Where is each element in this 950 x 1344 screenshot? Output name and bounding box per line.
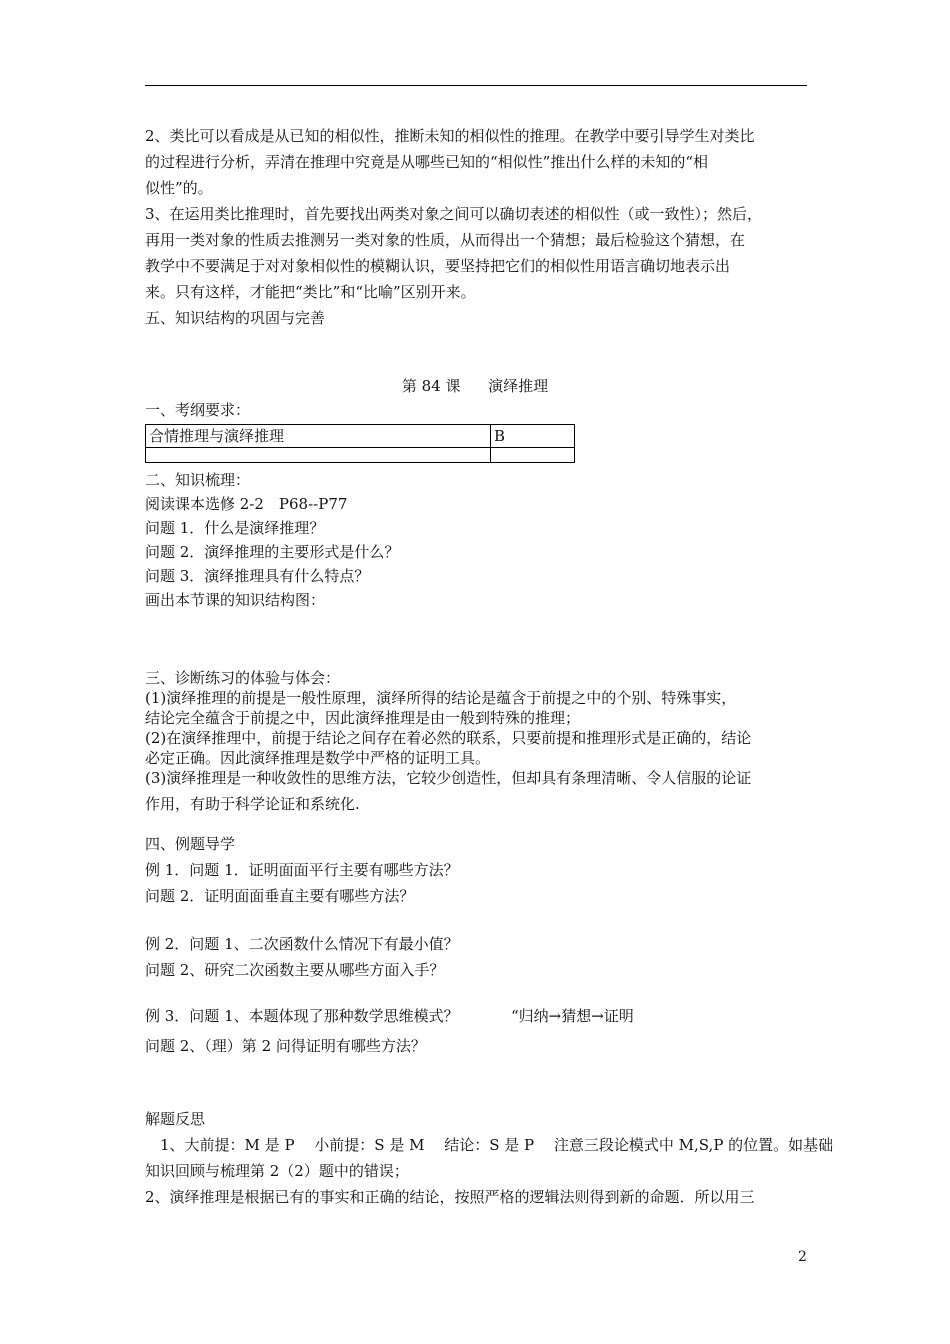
section-heading: 四、例题导学	[145, 835, 236, 853]
examples-section	[145, 831, 810, 909]
text-line: 来。只有这样，才能把“类比”和“比喻”区别开来。	[145, 283, 476, 301]
example-3-question: 例 3．问题 1、本题体现了那种数学思维模式？	[145, 1007, 459, 1025]
text-line: 3、在运用类比推理时，首先要找出两类对象之间可以确切表述的相似性（或一致性）；然后，	[145, 205, 763, 223]
text-line: 1、大前提：M 是 P 小前提：S 是 M 结论：S 是 P 注意三段论模式中 M,S,P 的位置。如基础	[145, 1136, 834, 1154]
text-line: 再用一类对象的性质去推测另一类对象的性质，从而得出一个猜想；最后检验这个猜想，在	[145, 231, 746, 249]
text-line: 问题 3．演绎推理具有什么特点？	[145, 567, 370, 585]
text-line: 的过程进行分析，弄清在推理中究竟是从哪些已知的“相似性”推出什么样的未知的“相	[145, 153, 709, 171]
text-line: 教学中不要满足于对对象相似性的模糊认识，要坚持把它们的相似性用语言确切地表示出	[145, 257, 731, 275]
section-heading: 五、知识结构的巩固与完善	[145, 309, 326, 327]
example-2	[145, 931, 810, 983]
text-line: 问题 2、（理）第 2 问得证明有哪些方法？	[145, 1037, 426, 1055]
text-line	[145, 1003, 810, 1029]
analogy-notes	[145, 123, 810, 331]
diagnosis-section	[145, 668, 810, 768]
lesson-title	[0, 375, 950, 397]
reflection-section	[145, 1106, 834, 1210]
section-heading: 三、诊断练习的体验与体会：	[145, 669, 341, 687]
text-line: 问题 1．什么是演绎推理？	[145, 519, 325, 537]
header-rule	[145, 85, 807, 86]
text-line: (2)在演绎推理中，前提于结论之间存在着必然的联系，只要前提和推理形式是正确的，结论	[145, 729, 752, 747]
table-cell: B	[491, 425, 575, 448]
table-row	[146, 448, 575, 463]
section-heading: 解题反思	[145, 1110, 206, 1128]
text-line: 2、类比可以看成是从已知的相似性，推断未知的相似性的推理。在教学中要引导学生对类比	[145, 127, 755, 145]
section-heading: 二、知识梳理：	[145, 471, 251, 489]
text-line: 知识回顾与梳理第 2（2）题中的错误；	[145, 1162, 409, 1180]
lesson-name: 演绎推理	[488, 377, 549, 395]
requirements-heading: 一、考纲要求：	[145, 401, 251, 419]
text-line: (1)演绎推理的前提是一般性原理，演绎所得的结论是蕴含于前提之中的个别、特殊事实，	[145, 689, 737, 707]
table-cell	[491, 448, 575, 463]
text-line: 作用，有助于科学论证和系统化.	[145, 795, 360, 813]
text-line: 例 2．问题 1、二次函数什么情况下有最小值？	[145, 935, 459, 953]
table-row	[146, 425, 575, 448]
page-number: 2	[798, 1249, 807, 1265]
text-line: (3)演绎推理是一种收敛性的思维方法，它较少创造性，但却具有条理清晰、令人信服的论证	[145, 769, 752, 787]
lesson-number: 第 84 课	[401, 377, 461, 395]
text-line: 问题 2．演绎推理的主要形式是什么？	[145, 543, 400, 561]
requirements-table	[145, 424, 575, 463]
text-line: 结论完全蕴含于前提之中，因此演绎推理是由一般到特殊的推理；	[145, 709, 581, 727]
example-3	[145, 1003, 810, 1059]
table-cell: 合情推理与演绎推理	[146, 425, 491, 448]
text-line: 必定正确。因此演绎推理是数学中严格的证明工具。	[145, 749, 491, 767]
text-line: 似性”的。	[145, 179, 213, 197]
knowledge-section	[145, 468, 810, 612]
text-line: 例 1．问题 1．证明面面平行主要有哪些方法？	[145, 861, 459, 879]
text-line: 2、演绎推理是根据已有的事实和正确的结论，按照严格的逻辑法则得到新的命题．所以用三	[145, 1188, 755, 1206]
text-line: 问题 2．证明面面垂直主要有哪些方法？	[145, 887, 415, 905]
diagnosis-item-3	[145, 765, 810, 817]
example-3-answer: “归纳→猜想→证明	[511, 1007, 634, 1025]
text-line: 阅读课本选修 2-2 P68--P77	[145, 495, 348, 513]
text-line: 画出本节课的知识结构图：	[145, 591, 326, 609]
table-cell	[146, 448, 491, 463]
text-line: 问题 2、研究二次函数主要从哪些方面入手？	[145, 961, 445, 979]
